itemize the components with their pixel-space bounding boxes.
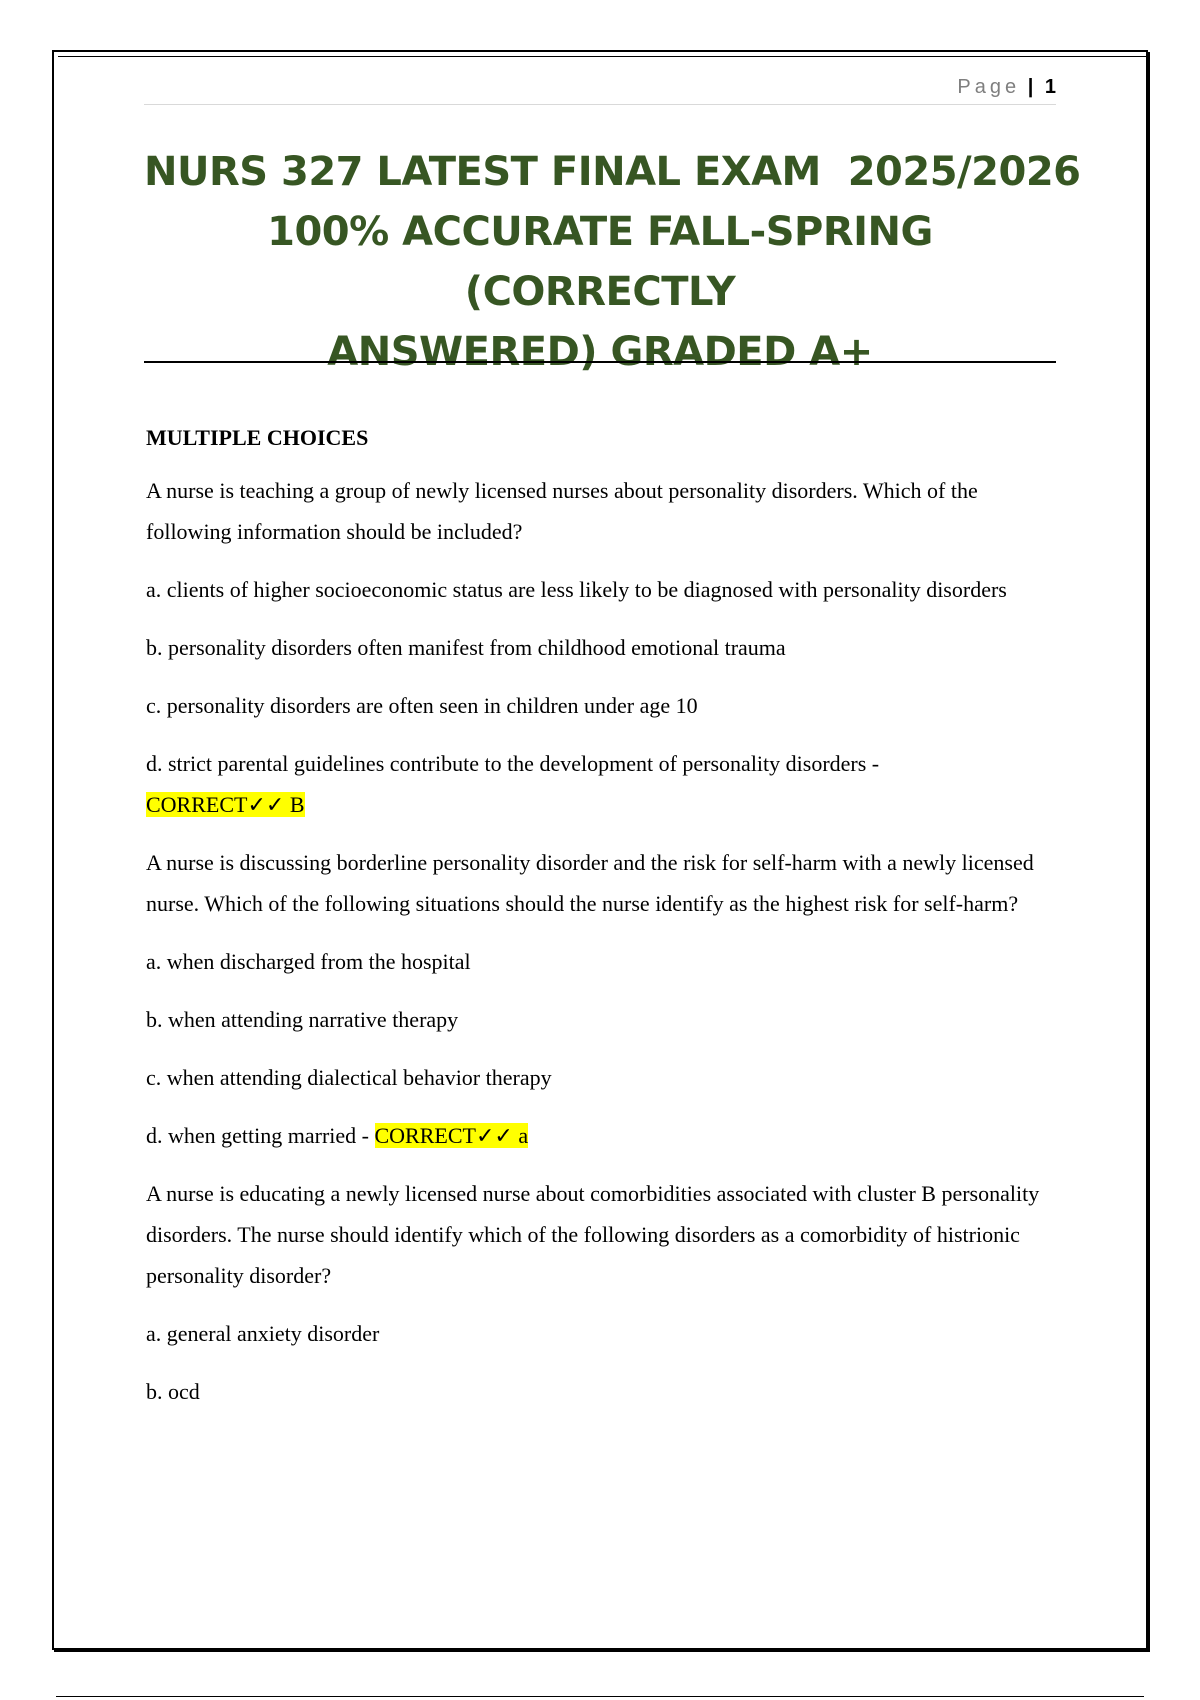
question-2-answer: CORRECT✓✓ a (374, 1123, 529, 1148)
title-line-2: 100% ACCURATE FALL-SPRING (CORRECTLY (267, 209, 933, 315)
question-1-option-c: c. personality disorders are often seen in children under age 10 (146, 693, 698, 718)
title-divider (144, 361, 1056, 363)
question-2-option-b: b. when attending narrative therapy (146, 1007, 459, 1032)
question-2-option-d (146, 1115, 1056, 1156)
question-2-option-c: c. when attending dialectical behavior therapy (146, 1065, 552, 1090)
page-border-shadow-bottom (54, 1650, 1150, 1652)
question-2-option-d-text: d. when getting married - (146, 1123, 369, 1148)
section-heading: MULTIPLE CHOICES (146, 425, 369, 450)
question-3-option-b: b. ocd (146, 1379, 200, 1404)
question-3-option-a: a. general anxiety disorder (146, 1321, 380, 1346)
page-number: 1 (1044, 76, 1056, 98)
page-separator: | (1027, 76, 1034, 98)
next-page-edge (56, 1696, 1144, 1697)
question-1-option-d-text: d. strict parental guidelines contribute to the development of personality disorders - (146, 751, 880, 776)
question-1-text: A nurse is teaching a group of newly licensed nurses about personality disorders. Which of the following information should be included? (146, 478, 978, 544)
page-label: Page (957, 76, 1021, 98)
page-header (144, 70, 1056, 105)
question-3-text: A nurse is educating a newly licensed nurse about comorbidities associated with cluster B personality disorders. The nurse should identify which of the following disorders as a comorbidity of histrionic personality disorder? (146, 1181, 1040, 1288)
question-1-answer: CORRECT✓✓ B (146, 792, 305, 817)
title-line-3: ANSWERED) GRADED A+ (327, 329, 873, 375)
question-2-option-a: a. when discharged from the hospital (146, 949, 471, 974)
title-line-1: NURS 327 LATEST FINAL EXAM 2025/2026 (144, 149, 1081, 195)
question-1-option-b: b. personality disorders often manifest from childhood emotional trauma (146, 635, 786, 660)
question-2-text: A nurse is discussing borderline personality disorder and the risk for self-harm with a newly licensed nurse. Which of the following situations should the nurse identify as the highest risk for self-harm? (146, 850, 1034, 916)
document-title (144, 142, 1081, 382)
question-1-option-a: a. clients of higher socioeconomic status are less likely to be diagnosed with personality disorders (146, 577, 1007, 602)
question-1-option-d (146, 743, 1056, 825)
page-border-shadow-right (1148, 52, 1150, 1652)
document-body (146, 418, 1056, 1429)
